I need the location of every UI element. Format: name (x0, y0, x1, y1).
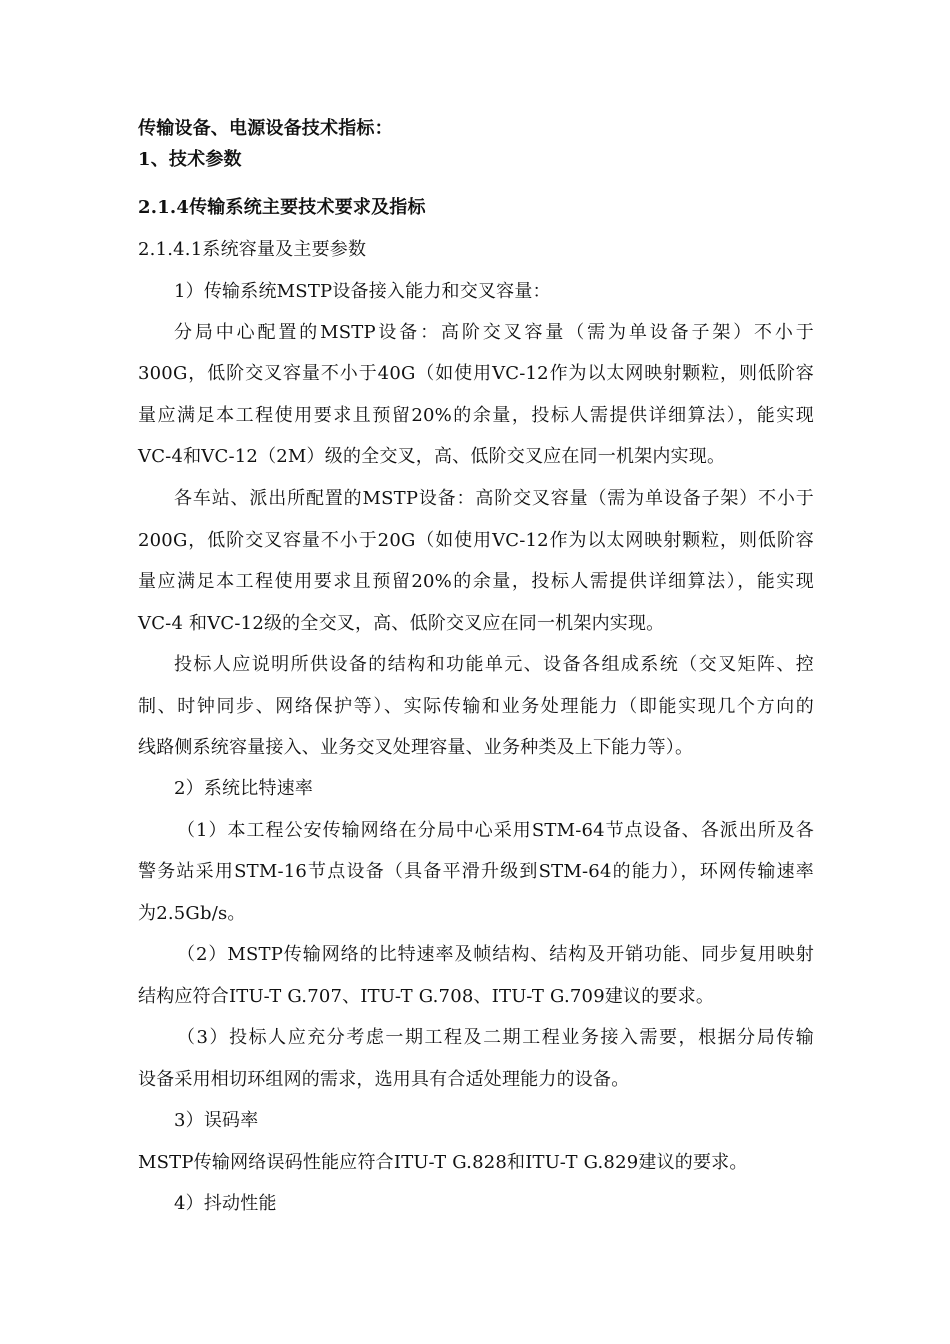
para5-line1: （2）MSTP传输网络的比特速率及帧结构、结构及开销功能、同步复用映射 (177, 944, 814, 965)
heading-section-2-1-4: 2.1.4传输系统主要技术要求及指标 (138, 197, 426, 218)
para3-line2: 制、时钟同步、网络保护等）、实际传输和业务处理能力（即能实现几个方向的 (138, 696, 814, 717)
item-2-title: 2）系统比特速率 (174, 778, 314, 799)
para4-line3: 为2.5Gb/s。 (138, 903, 246, 924)
para6-line1: （3）投标人应充分考虑一期工程及二期工程业务接入需要，根据分局传输 (177, 1027, 814, 1048)
heading-title: 传输设备、电源设备技术指标： (138, 118, 393, 139)
item-1-title: 1）传输系统MSTP设备接入能力和交叉容量： (174, 281, 551, 302)
para2-line1: 各车站、派出所配置的MSTP设备：高阶交叉容量（需为单设备子架）不小于 (174, 488, 814, 509)
para1-line1: 分局中心配置的MSTP设备：高阶交叉容量（需为单设备子架）不小于 (174, 322, 814, 343)
para2-line2: 200G，低阶交叉容量不小于20G（如使用VC-12作为以太网映射颗粒，则低阶容 (138, 530, 814, 551)
item-4-title: 4）抖动性能 (174, 1193, 277, 1214)
para3-line3: 线路侧系统容量接入、业务交叉处理容量、业务种类及上下能力等）。 (138, 737, 694, 758)
item-3-title: 3）误码率 (174, 1110, 259, 1131)
para5-line2: 结构应符合ITU-T G.707、ITU-T G.708、ITU-T G.709建议的要求。 (138, 986, 715, 1007)
para7-line1: MSTP传输网络误码性能应符合ITU-T G.828和ITU-T G.829建议的要求。 (138, 1152, 748, 1173)
para1-line4: VC-4和VC-12（2M）级的全交叉，高、低阶交叉应在同一机架内实现。 (138, 446, 726, 467)
para6-line2: 设备采用相切环组网的需求，选用具有合适处理能力的设备。 (138, 1069, 630, 1090)
heading-tech-params: 1、技术参数 (138, 149, 242, 170)
subheading-2-1-4-1: 2.1.4.1系统容量及主要参数 (138, 239, 367, 260)
para4-line2: 警务站采用STM-16节点设备（具备平滑升级到STM-64的能力），环网传输速率 (138, 861, 814, 882)
para1-line3: 量应满足本工程使用要求且预留20%的余量，投标人需提供详细算法），能实现 (138, 405, 814, 426)
para2-line4: VC-4 和VC-12级的全交叉，高、低阶交叉应在同一机架内实现。 (138, 613, 665, 634)
para4-line1: （1）本工程公安传输网络在分局中心采用STM-64节点设备、各派出所及各 (177, 820, 814, 841)
para1-line2: 300G，低阶交叉容量不小于40G（如使用VC-12作为以太网映射颗粒，则低阶容 (138, 363, 814, 384)
para3-line1: 投标人应说明所供设备的结构和功能单元、设备各组成系统（交叉矩阵、控 (174, 654, 814, 675)
para2-line3: 量应满足本工程使用要求且预留20%的余量，投标人需提供详细算法），能实现 (138, 571, 814, 592)
